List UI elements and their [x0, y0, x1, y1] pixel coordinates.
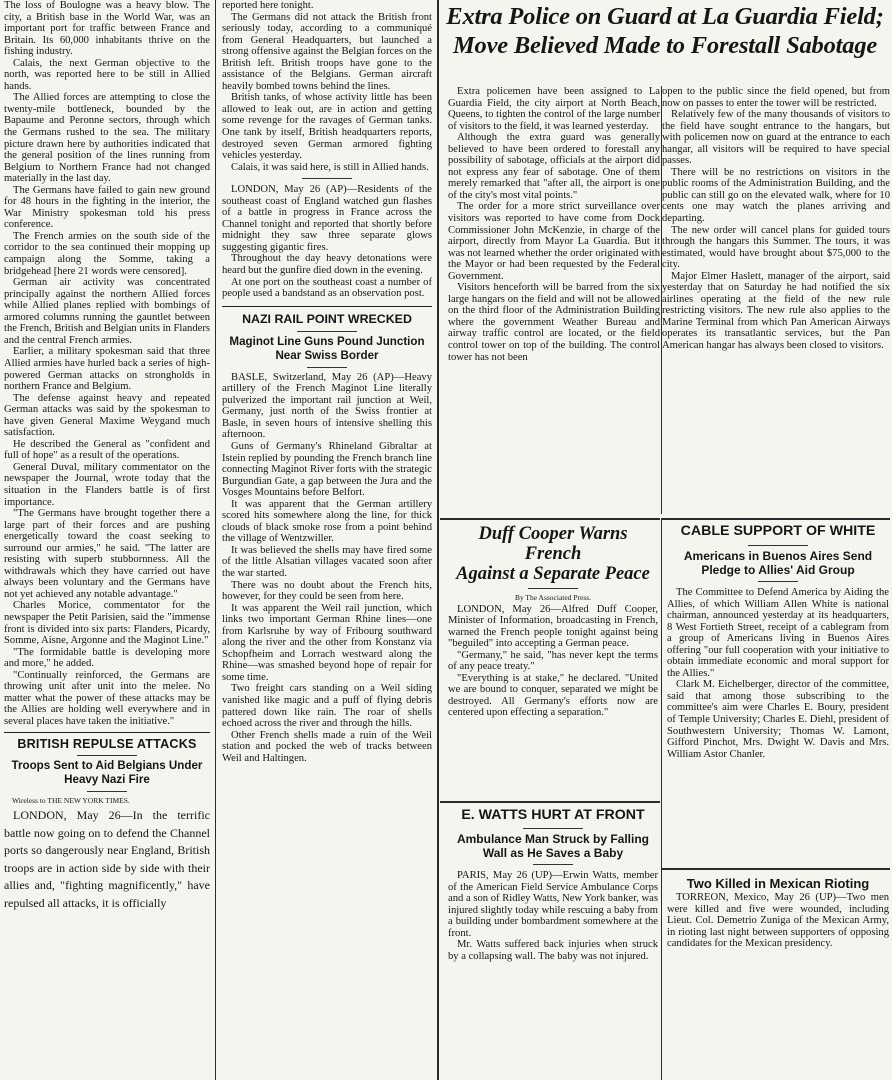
headline-line-2: Against a Separate Peace: [456, 564, 650, 584]
credit-line: By The Associated Press.: [514, 593, 592, 602]
section-rule: [662, 868, 890, 870]
paragraph: "The formidable battle is developing more and more," he added.: [4, 646, 210, 670]
paragraph: "Continually reinforced, the Germans are throwing unit after unit into the melee. No matter what the power of these attacks may be the Allies are holding well everywhere and in several places have taken the initiative.": [4, 669, 210, 727]
paragraph: Although the extra guard was generally believed to have been ordered to forestall any possibility of sabotage, officials at the airport did not express any fear of sabotage. One of them merely remarked that "after all, the airport is one of the city's most vital points.": [448, 132, 660, 201]
headline: BRITISH REPULSE ATTACKS: [17, 737, 197, 752]
paragraph: LONDON, May 26—In the terrific battle now going on to defend the Channel ports so dangerously near England, British troops are in action side by side with their allies and, "fighting magnificently," have repulsed all attacks, it is officially: [4, 808, 210, 910]
paragraph: Calais, the next German objective to the north, was reported here to be still in Allied hands.: [4, 57, 210, 92]
headline-line-1: Duff Cooper Warns French: [478, 524, 628, 564]
paragraph: reported here tonight.: [222, 0, 314, 11]
section-rule: [662, 518, 890, 520]
paragraph: BASLE, Switzerland, May 26 (AP)—Heavy artillery of the French Maginot Line literally pulverized the important rail junction at Weil, Germany, just north of the Swiss frontier at Basle, in seven hours of intensive shelling this afternoon.: [222, 371, 432, 441]
police-story-column-b: [662, 86, 890, 514]
paragraph: The defense against heavy and repeated German attacks was said by the spokesman to have given General Maxime Weygand much satisfaction.: [4, 392, 210, 439]
paragraph: The French armies on the south side of the corridor to the sea continued their mopping up campaign along the Somme, taking a bridgehead [here 21 words were censored].: [4, 230, 210, 277]
paragraph: Two freight cars standing on a Weil siding vanished like magic and a puff of flying debris pattered down like rain. The roar of shells echoed across the river and through the hills.: [222, 683, 432, 730]
paragraph: The Germans have failed to gain new ground for 48 hours in the fighting in the interior, the War Ministry spokesman told his press conference.: [4, 184, 210, 231]
divider: [77, 755, 137, 756]
paragraph: LONDON, May 26 (AP)—Residents of the southeast coast of England watched gun flashes of a battle in progress in France across the Channel tonight and reported that shortly before midnight they saw three separate glows suggesting gigantic fires.: [222, 184, 432, 253]
duff-cooper-story: [448, 524, 658, 804]
paragraph: LONDON, May 26—Alfred Duff Cooper, Minister of Information, broadcasting in French, warned the French people tonight against being "beguiled" into accepting a German peace.: [448, 603, 658, 650]
police-headline: Extra Police on Guard at La Guardia Field; Move Believed Made to Forestall Sabotage: [446, 3, 884, 59]
column-2: [222, 0, 432, 1080]
divider: [87, 791, 127, 792]
subhead: Maginot Line Guns Pound Junction Near Swiss Border: [229, 334, 425, 362]
divider: [302, 178, 352, 179]
column-rule: [437, 0, 439, 1080]
paragraph: Earlier, a military spokesman said that three Allied armies have hurled back a series of high-powered German attacks on strongholds in northern France and Belgium.: [4, 346, 210, 393]
paragraph: "Everything is at stake," he declared. "United we are bound to conquer, separated we might be destroyed. All Germany's efforts now are centered upon effecting a separation.": [448, 672, 658, 719]
paragraph: Major Elmer Haslett, manager of the airport, said yesterday that on Saturday he had notified the six airlines operating at the field of the new rule restricting visitors. The new rule also applies to the Marine Terminal from which Pan American Airways operates its transatlantic services, but the Pan American hangar has always been closed to visitors.: [662, 270, 890, 352]
divider: [297, 331, 357, 332]
divider: [758, 581, 798, 582]
watts-story: [448, 806, 658, 1046]
paragraph: There will be no restrictions on visitors in the public rooms of the Administration Building, and the public can still go on the elevated walk, where for 10 cents one may watch the planes arriving and departing.: [662, 166, 890, 225]
paragraph: The Germans did not attack the British front seriously today, according to a communiqué from General Headquarters, but launched a strong offensive against the Belgian forces on the British left. British troops have gone to the assistance of the Belgians. German aircraft heavily bombed towns behind the lines.: [222, 11, 432, 92]
paragraph: PARIS, May 26 (UP)—Erwin Watts, member of the American Field Service Ambulance Corps and a son of Ridley Watts, New York banker, was injured slightly today while rescuing a baby from a building under bombardment somewhere at the front.: [448, 870, 658, 939]
nazi-rail-story: [222, 306, 432, 765]
police-story-column-a: [448, 86, 660, 514]
paragraph: "The Germans have brought together there a large part of their forces and are pushing energetically toward the coast seeking to surround our armies," he said. "The latter are resisting with superb stubbornness. All the withdrawals which they have carried out have always been voluntary and the Germans have not yet achieved any notable advantage.": [4, 508, 210, 600]
paragraph: British tanks, of whose activity little has been allowed to leak out, are in action and getting some revenge for the ravages of German tanks. One tank by itself, British headquarters reports, destroyed seven German armored fighting vehicles yesterday.: [222, 92, 432, 162]
paragraph: Visitors henceforth will be barred from the six large hangars on the field and will not be allowed on the third floor of the Administration Building where the government Weather Bureau and airway traffic control are located, or the field control tower on top of the building. The control tower has not been: [448, 282, 660, 363]
paragraph: It was believed the shells may have fired some of the little Alsatian villages vacated soon after the war started.: [222, 544, 432, 579]
paragraph: It was apparent that the German artillery scored hits somewhere along the line, for thick clouds of black smoke rose from a point behind the village of Wentzwiller.: [222, 498, 432, 545]
section-rule: [440, 518, 660, 520]
paragraph: Calais, it was said here, is still in Allied hands.: [231, 161, 429, 173]
paragraph: Charles Morice, commentator for the newspaper the Petit Parisien, said the "immense front is divided into six parts: Flanders, Picardy, Somme, Aisne, Argonne and the Maginot Line.": [4, 600, 210, 647]
subhead: Ambulance Man Struck by Falling Wall as He Saves a Baby: [456, 832, 650, 860]
paragraph: Guns of Germany's Rhineland Gibraltar at Istein replied by pounding the French branch line connecting Maginot River forts with the strategic Burgundian Gate, a gap between the Jura and the Vosges Mountains before Belfort.: [222, 440, 432, 499]
column-rule: [215, 0, 216, 1080]
paragraph: Mr. Watts suffered back injuries when struck by a collapsing wall. The baby was not injured.: [448, 939, 658, 962]
british-repulse-story: [4, 732, 210, 912]
paragraph: He described the General as "confident and full of hope" as a result of the operations.: [4, 438, 210, 462]
paragraph: open to the public since the field opened, but from now on passes to enter the tower will be restricted.: [662, 86, 890, 109]
paragraph: Other French shells made a ruin of the Weil station and pocked the web of tracks between Weil and Haltingen.: [222, 729, 432, 764]
paragraph: Extra policemen have been assigned to La Guardia Field, the city airport at North Beach, Queens, to tighten the control of the large number of visitors to the field, it was learned yesterday.: [448, 86, 660, 132]
headline: E. WATTS HURT AT FRONT: [461, 807, 645, 823]
divider: [528, 588, 578, 589]
column-rule: [661, 518, 662, 1080]
divider: [523, 828, 583, 829]
paragraph: At one port on the southeast coast a number of people used a bandstand as an observation post.: [222, 276, 432, 300]
headline: NAZI RAIL POINT WRECKED: [242, 311, 412, 326]
main-story-continuation: [4, 0, 210, 727]
paragraph: "Germany," he said, "has never kept the terms of any peace treaty.": [448, 649, 658, 673]
paragraph: TORREON, Mexico, May 26 (UP)—Two men were killed and five were wounded, including Lieut. Col. Demetrio Zuniga of the Mexican Army, in rioting last night between supporters of opposing candidates for the Mexican presidency.: [667, 892, 889, 950]
paragraph: The Allied forces are attempting to close the twenty-mile bottleneck, bounded by the Bapaume and Peronne sectors, through which the Germans rushed to the sea. The military picture drawn here by authorities indicated that the general position of the lines running from Belgium to Northern France had not changed materially in the last day.: [4, 92, 210, 185]
divider: [533, 864, 573, 865]
divider: [307, 367, 347, 368]
column-1: [4, 0, 210, 1080]
paragraph: Clark M. Eichelberger, director of the committee, said that among those subscribing to the committee's aim were Charles E. Boury, president of Temple University; Charles E. Diehl, president of Southwestern University; Thomas W. Lamont, Gifford Pinchot, Mrs. Dwight W. Davis and Mrs. William Astor Chanler.: [667, 679, 889, 760]
divider: [748, 545, 808, 546]
section-rule: [440, 801, 660, 803]
paragraph: General Duval, military commentator on the newspaper the Journal, wrote today that the situation in the Flanders battle is of first importance.: [4, 461, 210, 508]
paragraph: Relatively few of the many thousands of visitors to the field have sought entrance to the hangars, but with policemen now on guard at the entrance to each hangar, all visitors will be required to have special passes.: [662, 109, 890, 167]
subhead: Troops Sent to Aid Belgians Under Heavy Nazi Fire: [11, 759, 203, 787]
paragraph: It was apparent the Weil rail junction, which links two important German Rhine lines—one from Karlsruhe by way of Fribourg southward along the river and the other from Konstanz via Schopfheim and Lorrach westward along the Rhine—was smashed beyond hope of repair for some time.: [222, 602, 432, 683]
paragraph: German air activity was concentrated principally against the northern Allied forces while Allied planes replied with bombings of armored columns running the gauntlet between the French, British and Belgian units in Flanders and the central French armies.: [4, 277, 210, 346]
paragraph: The Committee to Defend America by Aiding the Allies, of which William Allen White is national chairman, announced yesterday at its headquarters, 8 West Fortieth Street, receipt of a cablegram from a group of Americans living in Buenos Aires offering "our full cooperation with your initiative to obtain immediate economic and moral support for the Allies.": [667, 587, 889, 679]
paragraph: The loss of Boulogne was a heavy blow. The city, a British base in the World War, was an important port for traffic between France and Britain. Its 60,000 inhabitants thrive on the fishing industry.: [4, 0, 210, 58]
headline: CABLE SUPPORT OF WHITE: [680, 523, 876, 539]
paragraph: There was no doubt about the French hits, however, for they could be seen from here.: [222, 579, 432, 603]
subhead: Americans in Buenos Aires Send Pledge to Allies' Aid Group: [683, 549, 873, 577]
paragraph: Throughout the day heavy detonations were heard but the gunfire died down in the evening.: [222, 253, 432, 277]
mexico-story: [667, 876, 889, 996]
headline: Two Killed in Mexican Rioting: [686, 876, 870, 891]
paragraph: The new order will cancel plans for guided tours through the hangars this Summer. The tours, it was estimated, would have brought about $75,000 to the city.: [662, 224, 890, 271]
credit-line: Wireless to THE NEW YORK TIMES.: [12, 796, 130, 806]
paragraph: The order for a more strict surveillance over visitors was reported to have come from Dock Commissioner John McKenzie, in charge of the airport, directly from Mayor La Guardia. But it was not learned whether the order originated with the Mayor or had been requested by the Federal Government.: [448, 201, 660, 282]
white-story: [667, 522, 889, 867]
